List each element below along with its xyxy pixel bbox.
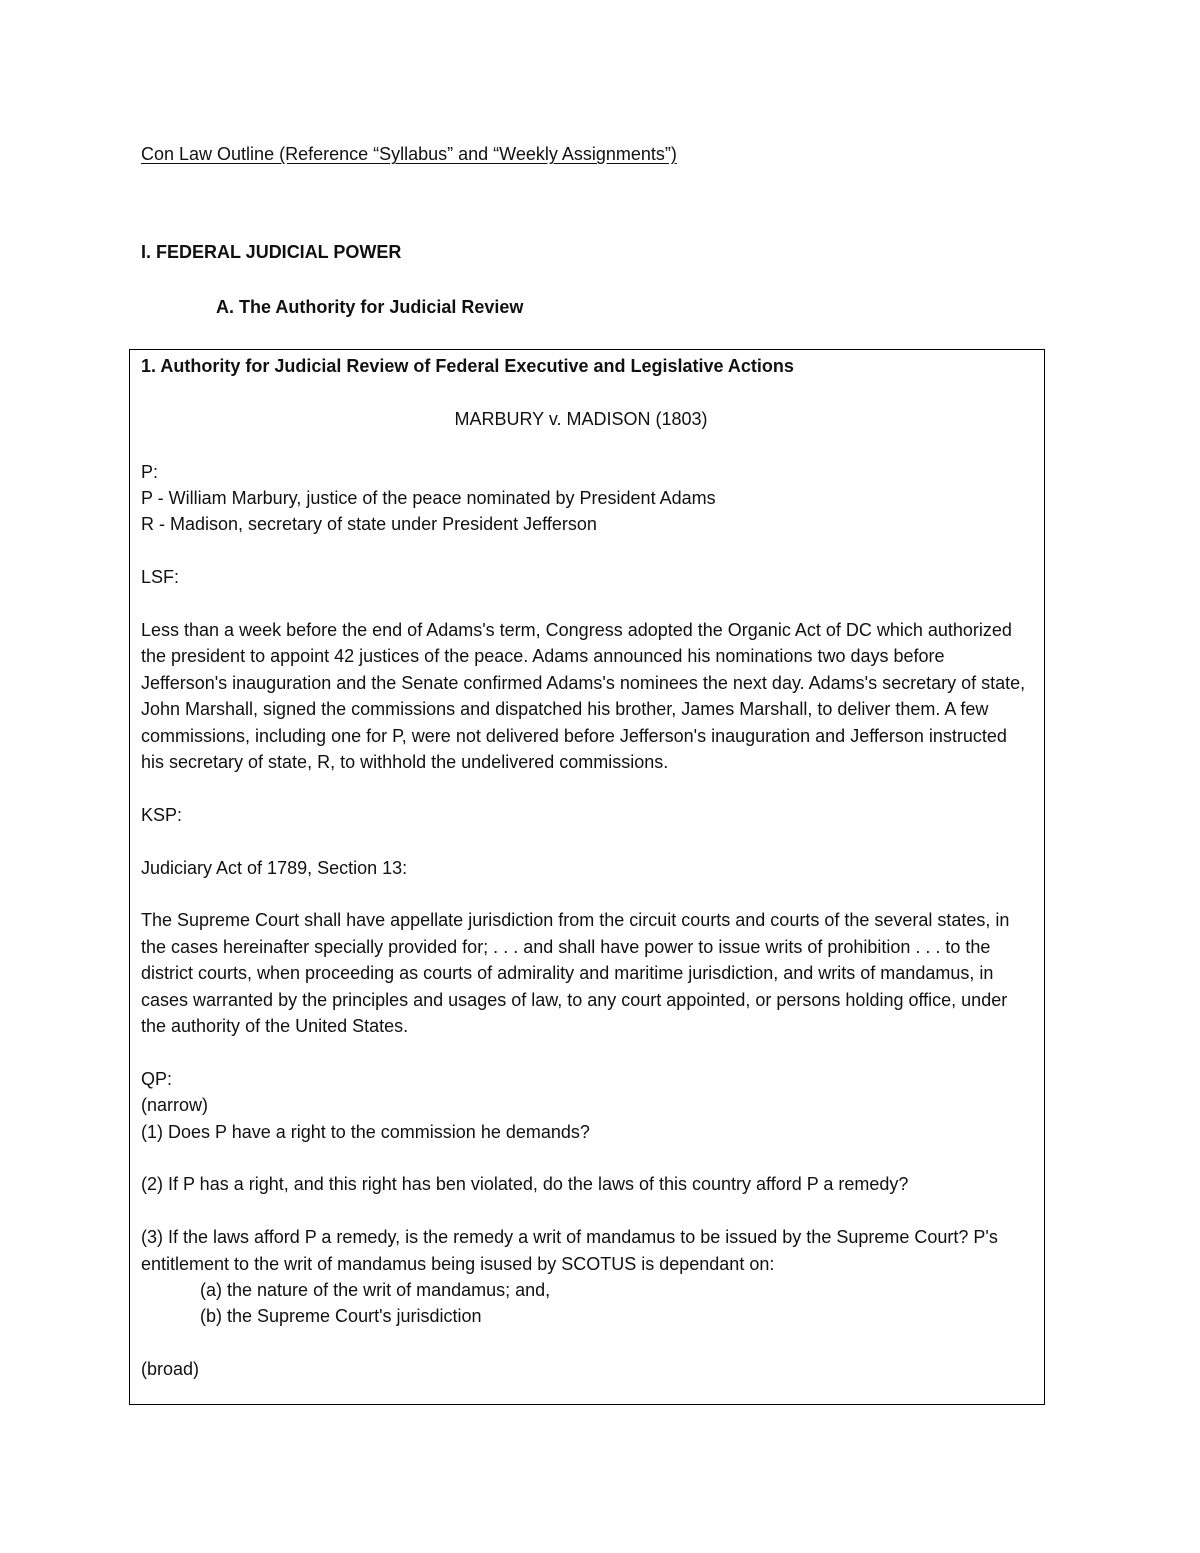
- question-3a: (a) the nature of the writ of mandamus; and,: [200, 1280, 551, 1301]
- spacer: [141, 775, 1033, 801]
- question-1: (1) Does P have a right to the commission he demands?: [141, 1121, 590, 1142]
- spacer: [141, 1039, 1033, 1065]
- section-heading: 1. Authority for Judicial Review of Federal Executive and Legislative Actions: [141, 356, 794, 376]
- question-2: (2) If P has a right, and this right has ben violated, do the laws of this country afford P a remedy?: [141, 1174, 909, 1195]
- document-title: Con Law Outline (Reference “Syllabus” and “Weekly Assignments”): [141, 144, 677, 164]
- qp-label: QP:: [141, 1068, 173, 1089]
- spacer: [141, 1198, 1033, 1224]
- lsf-label: LSF:: [141, 567, 180, 588]
- spacer: [141, 1145, 1033, 1171]
- case-name: MARBURY v. MADISON (1803): [454, 408, 708, 429]
- spacer: [141, 1330, 1033, 1356]
- spacer: [141, 828, 1033, 854]
- respondent-line: R - Madison, secretary of state under President Jefferson: [141, 514, 597, 535]
- spacer: [141, 432, 1033, 458]
- case-brief-box: [129, 349, 1045, 1405]
- broad-label: (broad): [141, 1359, 200, 1380]
- parties-label: P:: [141, 461, 159, 482]
- question-3: (3) If the laws afford P a remedy, is the remedy a writ of mandamus to be issued by the Supreme Court? P's entitlement to the writ of mandamus being isused by SCOTUS is dependant on:: [141, 1227, 998, 1274]
- spacer: [141, 881, 1033, 907]
- spacer: [141, 379, 1033, 405]
- sub-heading: A. The Authority for Judicial Review: [216, 297, 524, 317]
- spacer: [141, 591, 1033, 617]
- statute-paragraph: The Supreme Court shall have appellate jurisdiction from the circuit courts and courts of the several states, in the cases hereinafter specially provided for; . . . and shall have power to issue writs of prohibition . . . to the district courts, when proceeding as courts of admirality and maritime jurisdiction, and writs of mandamus, in cases warranted by the principles and usages of law, to any court appointed, or persons holding office, under the authority of the United States.: [141, 910, 1010, 1037]
- question-3b: (b) the Supreme Court's jurisdiction: [200, 1306, 482, 1327]
- lsf-paragraph: Less than a week before the end of Adams's term, Congress adopted the Organic Act of DC which authorized the president to appoint 42 justices of the peace. Adams announced his nominations two days before Jefferson's inauguration and the Senate confirmed Adams's nominees the next day. Adams's secretary of state, John Marshall, signed the commissions and dispatched his brother, James Marshall, to deliver them. A few commissions, including one for P, were not delivered before Jefferson's inauguration and Jefferson instructed his secretary of state, R, to withhold the undelivered commissions.: [141, 620, 1026, 773]
- narrow-label: (narrow): [141, 1095, 209, 1116]
- part-heading: I. FEDERAL JUDICIAL POWER: [141, 242, 402, 262]
- ksp-label: KSP:: [141, 804, 183, 825]
- spacer: [141, 538, 1033, 564]
- petitioner-line: P - William Marbury, justice of the peace nominated by President Adams: [141, 488, 716, 508]
- statute-title: Judiciary Act of 1789, Section 13:: [141, 857, 408, 878]
